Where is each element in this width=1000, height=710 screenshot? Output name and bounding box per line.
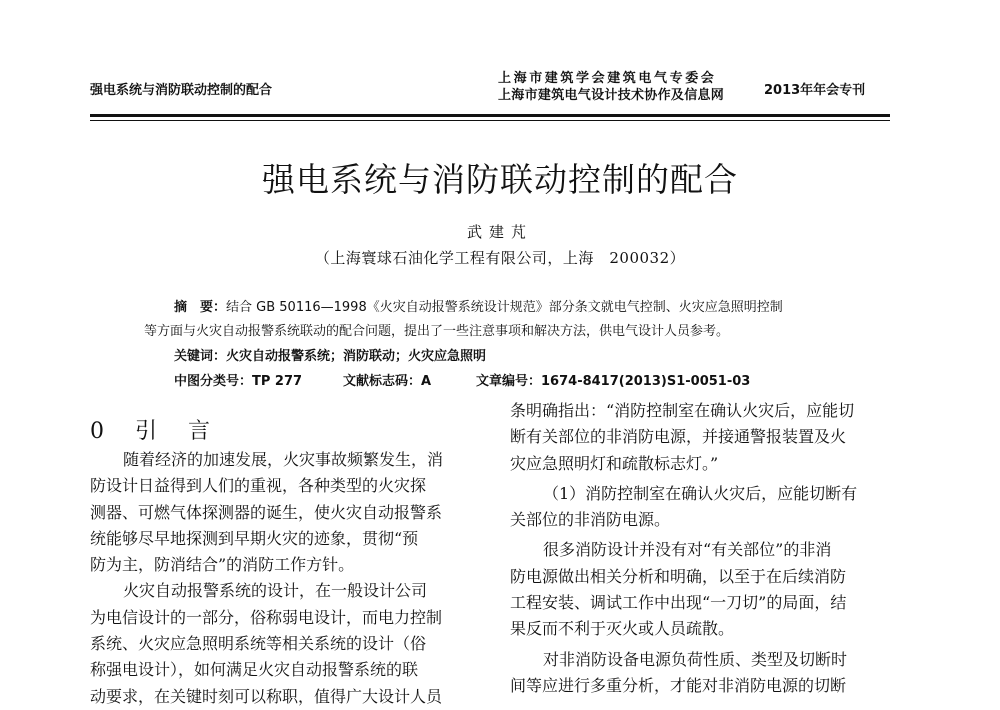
- body-line: （1）消防控制室在确认火灾后，应能切断有: [543, 483, 858, 503]
- body-line: 随着经济的加速发展，火灾事故频繁发生，消: [123, 450, 444, 469]
- body-line: 统能够尽早地探测到早期火灾的迹象，贯彻“预: [90, 528, 419, 548]
- abstract-text-1: 结合 GB 50116—1998《火灾自动报警系统设计规范》部分条文就电气控制、火灾应急照明控制: [226, 300, 783, 315]
- body-line: 间等应进行多重分析，才能对非消防电源的切断: [510, 675, 847, 695]
- header-rule-thin: [90, 120, 890, 121]
- body-line: 果反而不利于灭火或人员疏散。: [510, 619, 735, 639]
- article-no-label: 文章编号：: [476, 374, 542, 389]
- body-line: 关部位的非消防电源。: [510, 510, 671, 530]
- body-line: 系统、火灾应急照明系统等相关系统的设计（俗: [90, 634, 427, 654]
- header-rule-thick: [90, 114, 890, 117]
- left-column: [90, 447, 490, 710]
- right-column: [510, 398, 910, 699]
- keywords-line: [174, 345, 486, 364]
- paper-author: 武建芃: [466, 223, 533, 241]
- body-line: 条明确指出：“消防控制室在确认火灾后，应能切: [510, 401, 855, 420]
- clc-value: TP 277: [252, 374, 303, 389]
- paper-affiliation: （上海寰球石油化学工程有限公司，上海 200032）: [314, 249, 686, 267]
- body-line: 对非消防设备电源负荷性质、类型及切断时: [543, 649, 848, 669]
- header-org-line-1: 上海市建筑学会建筑电气专委会: [498, 71, 717, 86]
- body-line: 称强电设计），如何满足火灾自动报警系统的联: [90, 660, 419, 680]
- body-line: 灾应急照明灯和疏散标志灯。”: [510, 453, 719, 473]
- header-organization: [498, 70, 724, 104]
- body-line: 防设计日益得到人们的重视，各种类型的火灾探: [90, 476, 427, 496]
- doc-code-label: 文献标志码：: [343, 374, 422, 389]
- article-no-value: 1674-8417(2013)S1-0051-03: [541, 374, 751, 389]
- body-line: 很多消防设计并没有对“有关部位”的非消: [543, 540, 832, 560]
- doc-code-value: A: [421, 374, 432, 389]
- abstract-line-1: [174, 296, 783, 315]
- clc-label: 中图分类号：: [174, 374, 253, 389]
- abstract-label: 摘 要：: [174, 300, 227, 315]
- keywords-label: 关键词：: [174, 349, 227, 364]
- body-line: 断有关部位的非消防电源，并接通警报装置及火: [510, 427, 847, 447]
- abstract-line-2: 等方面与火灾自动报警系统联动的配合问题，提出了一些注意事项和解决方法，供电气设计人员参考。: [144, 324, 730, 339]
- body-line: 工程安装、调试工作中出现“一刀切”的局面，结: [510, 593, 847, 613]
- header-issue: 2013年年会专刊: [764, 83, 866, 98]
- doc-code-line: [343, 370, 431, 389]
- section-heading: 0 引 言: [90, 419, 222, 444]
- body-line: 为电信设计的一部分，俗称弱电设计，而电力控制: [90, 607, 443, 627]
- running-title: 强电系统与消防联动控制的配合: [90, 83, 273, 98]
- body-line: 火灾自动报警系统的设计，在一般设计公司: [123, 581, 428, 601]
- header-org-line-2: 上海市建筑电气设计技术协作及信息网: [498, 88, 725, 103]
- paper-title: 强电系统与消防联动控制的配合: [262, 160, 738, 199]
- article-no-line: [476, 370, 750, 389]
- clc-line: [174, 370, 302, 389]
- body-line: 测器、可燃气体探测器的诞生，使火灾自动报警系: [90, 502, 443, 522]
- keywords-text: 火灾自动报警系统；消防联动；火灾应急照明: [226, 349, 487, 364]
- body-line: 动要求，在关键时刻可以称职，值得广大设计人员: [90, 686, 443, 706]
- body-line: 防电源做出相关分析和明确，以至于在后续消防: [510, 566, 847, 586]
- body-line: 防为主，防消结合”的消防工作方针。: [90, 555, 355, 575]
